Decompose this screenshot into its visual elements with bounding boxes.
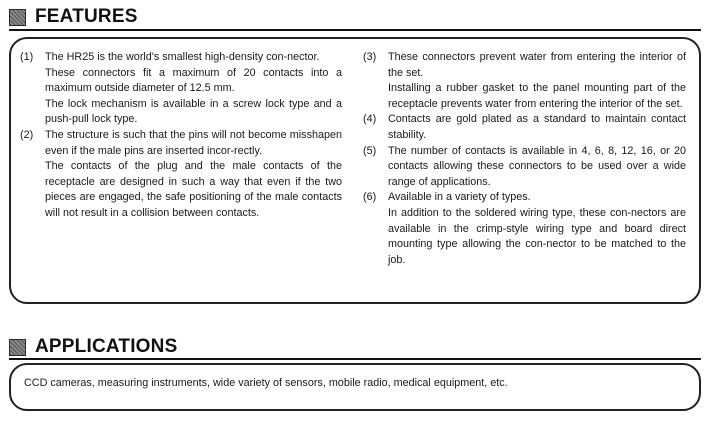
feature-item-2 xyxy=(20,128,342,222)
feature-item-6 xyxy=(363,190,686,268)
feature-number: (1) xyxy=(20,51,34,63)
features-rule xyxy=(9,29,701,31)
feature-number: (2) xyxy=(20,128,34,141)
feature-text: These connectors prevent water from entering the interior of the set. xyxy=(388,51,686,79)
feature-text: The HR25 is the world's smallest high-density con-nector. xyxy=(45,51,320,63)
feature-item-5 xyxy=(363,144,686,191)
features-left-column xyxy=(20,50,342,222)
features-title: FEATURES xyxy=(35,6,138,27)
feature-item-3 xyxy=(363,50,686,112)
feature-text: The structure is such that the pins will not become misshapen even if the male pins are inserted incor-rectly. xyxy=(45,128,342,157)
feature-text: The contacts of the plug and the male contacts of the receptacle are designed in such a way that even if the two pieces are engaged, the safe positioning of the male contacts will not result in a collision between contacts. xyxy=(45,160,342,219)
features-right-column xyxy=(363,50,686,268)
feature-number: (4) xyxy=(363,113,377,126)
section-square-icon xyxy=(9,339,26,356)
applications-rule xyxy=(9,358,701,360)
feature-item-4 xyxy=(363,112,686,143)
feature-text: The number of contacts is available in 4, 6, 8, 12, 16, or 20 contacts allowing these connectors to be used over a wide range of applications. xyxy=(388,144,686,188)
feature-text: Installing a rubber gasket to the panel mounting part of the receptacle prevents water from entering the interior of the set. xyxy=(388,82,686,110)
feature-number: (3) xyxy=(363,51,377,63)
feature-text: The lock mechanism is available in a screw lock type and a push-pull lock type. xyxy=(45,97,342,126)
feature-text: Contacts are gold plated as a standard to maintain contact stability. xyxy=(388,113,686,141)
feature-number: (5) xyxy=(363,144,377,157)
applications-text: CCD cameras, measuring instruments, wide variety of sensors, mobile radio, medical equipment, etc. xyxy=(24,377,508,389)
applications-title: APPLICATIONS xyxy=(35,336,178,357)
features-heading xyxy=(9,6,138,28)
feature-text: Available in a variety of types. xyxy=(388,191,531,204)
feature-item-1 xyxy=(20,50,342,128)
applications-heading xyxy=(9,336,177,358)
feature-text: These connectors fit a maximum of 20 contacts into a maximum outside diameter of 12.5 mm. xyxy=(45,66,342,95)
feature-text: In addition to the soldered wiring type, these con-nectors are available in the crimp-style wiring type and board direct mounting type allowing the con-nector to be matched to the job. xyxy=(388,206,686,266)
feature-number: (6) xyxy=(363,191,377,204)
section-square-icon xyxy=(9,9,26,26)
